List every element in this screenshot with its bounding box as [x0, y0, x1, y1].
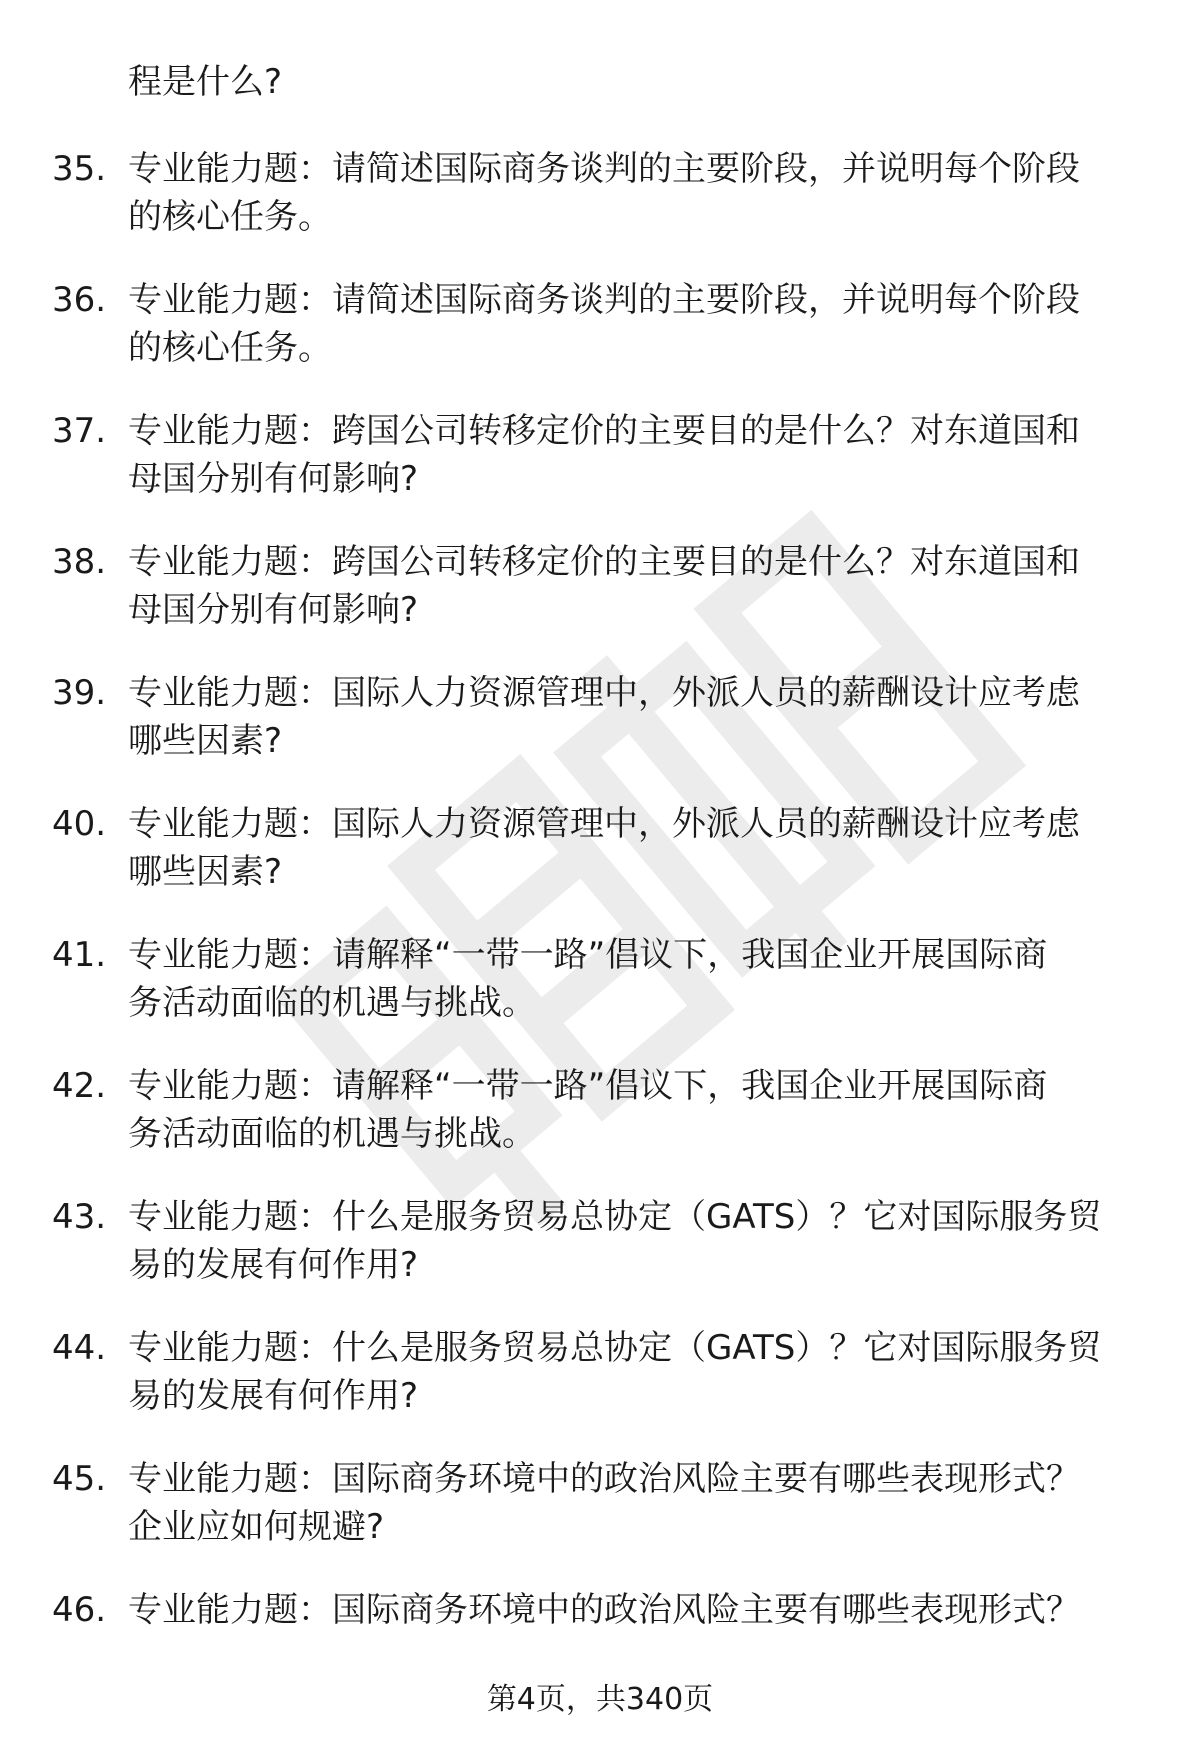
- question-text-line: 哪些因素?: [128, 852, 283, 892]
- question-number: 39.: [52, 673, 107, 713]
- question-text: [128, 800, 1168, 896]
- question-text: [128, 1324, 1168, 1420]
- question-text: [128, 276, 1168, 372]
- question-item: [0, 276, 1200, 407]
- question-text-line: 专业能力题：国际人力资源管理中，外派人员的薪酬设计应考虑: [128, 804, 1080, 844]
- question-number: 38.: [52, 542, 107, 582]
- question-number: 36.: [52, 280, 107, 320]
- question-item: [0, 800, 1200, 931]
- question-text-line: 专业能力题：跨国公司转移定价的主要目的是什么？对东道国和: [128, 542, 1080, 582]
- question-text: [128, 931, 1168, 1027]
- question-text-line: 母国分别有何影响?: [128, 590, 419, 630]
- question-text-line: 母国分别有何影响?: [128, 459, 419, 499]
- question-item: [0, 145, 1200, 276]
- question-text-line: 专业能力题：请简述国际商务谈判的主要阶段，并说明每个阶段: [128, 280, 1080, 320]
- question-text-line: 的核心任务。: [128, 197, 332, 237]
- question-item: [0, 1062, 1200, 1193]
- page-footer: 第4页，共340页: [486, 1682, 714, 1717]
- question-text: [128, 1455, 1168, 1551]
- question-text-line: 专业能力题：国际人力资源管理中，外派人员的薪酬设计应考虑: [128, 673, 1080, 713]
- question-text-line: 专业能力题：请解释“一带一路”倡议下，我国企业开展国际商: [128, 1066, 1048, 1106]
- question-text-line: 专业能力题：什么是服务贸易总协定（GATS）？它对国际服务贸: [128, 1197, 1102, 1237]
- question-item: [0, 1324, 1200, 1455]
- question-list: [0, 145, 1200, 1717]
- question-number: 42.: [52, 1066, 107, 1106]
- question-text-line: 易的发展有何作用?: [128, 1376, 419, 1416]
- question-number: 35.: [52, 149, 107, 189]
- question-number: 44.: [52, 1328, 107, 1368]
- question-item: [0, 407, 1200, 538]
- question-text-line: 专业能力题：跨国公司转移定价的主要目的是什么？对东道国和: [128, 411, 1080, 451]
- question-text-line: 哪些因素?: [128, 721, 283, 761]
- continued-question-text: 程是什么?: [128, 62, 283, 102]
- question-text: [128, 669, 1168, 765]
- question-text-line: 专业能力题：请简述国际商务谈判的主要阶段，并说明每个阶段: [128, 149, 1080, 189]
- question-text-line: 易的发展有何作用?: [128, 1245, 419, 1285]
- question-text-line: 务活动面临的机遇与挑战。: [128, 1114, 536, 1154]
- question-text-line: 专业能力题：什么是服务贸易总协定（GATS）？它对国际服务贸: [128, 1328, 1102, 1368]
- question-number: 45.: [52, 1459, 107, 1499]
- question-number: 40.: [52, 804, 107, 844]
- question-number: 43.: [52, 1197, 107, 1237]
- question-text-line: 专业能力题：国际商务环境中的政治风险主要有哪些表现形式？: [128, 1459, 1080, 1499]
- question-text-line: 的核心任务。: [128, 328, 332, 368]
- question-text: [128, 1062, 1168, 1158]
- question-item: [0, 1193, 1200, 1324]
- question-text: [128, 1193, 1168, 1289]
- question-item: [0, 538, 1200, 669]
- question-text-line: 专业能力题：请解释“一带一路”倡议下，我国企业开展国际商: [128, 935, 1048, 975]
- question-item: [0, 1455, 1200, 1586]
- question-text: [128, 407, 1168, 503]
- question-text: [128, 145, 1168, 241]
- question-number: 46.: [52, 1590, 107, 1630]
- question-number: 37.: [52, 411, 107, 451]
- question-number: 41.: [52, 935, 107, 975]
- question-item: [0, 931, 1200, 1062]
- question-text-line: 企业应如何规避?: [128, 1507, 385, 1547]
- question-text-line: 务活动面临的机遇与挑战。: [128, 983, 536, 1023]
- question-text: [128, 1586, 1168, 1634]
- question-item: [0, 669, 1200, 800]
- question-text-line: 专业能力题：国际商务环境中的政治风险主要有哪些表现形式？: [128, 1590, 1080, 1630]
- question-text: [128, 538, 1168, 634]
